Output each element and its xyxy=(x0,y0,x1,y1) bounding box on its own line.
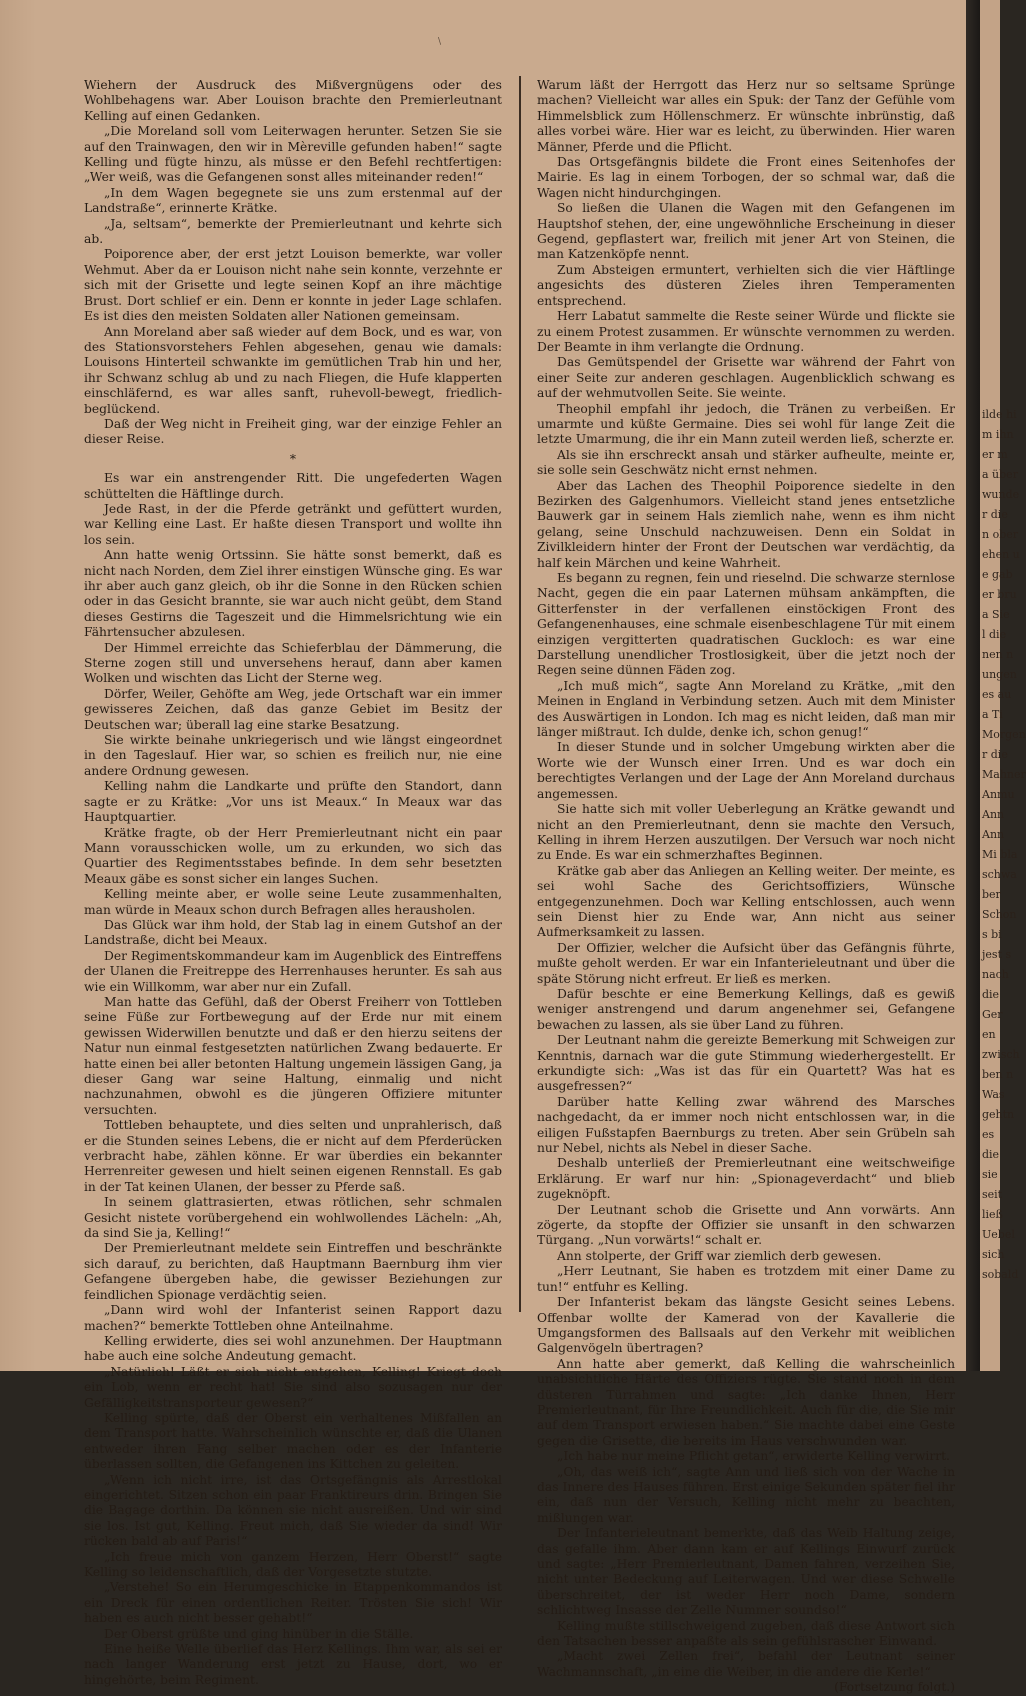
paragraph: Eine heiße Welle überlief das Herz Kellings. Ihm war, als sei er nach langer Wanderung erst jetzt zu Hause, dort, wo er hingehörte, beim Regiment. xyxy=(84,1642,502,1687)
adjacent-page-fragment: Morgen xyxy=(982,728,1026,741)
paragraph: Kelling spürte, daß der Oberst ein verhaltenes Mißfallen an dem Transport hatte. Wahrscheinlich wünschte er, daß die Ulanen entweder ihren Fang selber machen oder es der Infanterie überlassen sollten, die Gefangenen ins Kittchen zu geleiten. xyxy=(84,1410,502,1472)
adjacent-page-fragment: Uebel xyxy=(982,1228,1015,1241)
adjacent-page-fragment: en xyxy=(982,1028,996,1041)
adjacent-page-fragment: die xyxy=(982,1148,1000,1161)
paragraph: Krätke fragte, ob der Herr Premierleutnant nicht ein paar Mann vorausschicken wolle, um zu erkunden, wo sich das Quartier des Regimentsstabes befinde. In dem sehr besetzten Meaux gäbe es sonst sicher ein langes Suchen. xyxy=(84,825,502,886)
paragraph: „Verstehe! So ein Herumgeschicke in Etappenkommandos ist ein Dreck für einen ordentlichen Reiter. Trösten Sie sich! Wir haben es auch nicht besser gehabt!“ xyxy=(84,1580,502,1626)
paragraph: „Oh, das weiß ich“, sagte Ann und ließ sich von der Wache in das Innere des Hauses führen. Erst einige Sekunden später fiel ihr ein, daß nun der Versuch, Kelling nicht mehr zu beachten, mißlungen war. xyxy=(537,1464,955,1525)
adjacent-page-fragment: nach xyxy=(982,968,1009,981)
paragraph: Kelling nahm die Landkarte und prüfte den Standort, dann sagte er zu Krätke: „Vor uns ist Meaux.“ In Meaux war das Hauptquartier. xyxy=(84,779,502,825)
paragraph: Daß der Weg nicht in Freiheit ging, war der einzige Fehler an dieser Reise. xyxy=(84,416,502,447)
paragraph: In dieser Stunde und in solcher Umgebung wirkten aber die Worte wie der Wunsch einer Irren. Und es war doch ein berechtigtes Verlangen und der Lage der Ann Moreland durchaus angemessen. xyxy=(537,740,955,801)
paragraph: „Die Moreland soll vom Leiterwagen herunter. Setzen Sie sie auf den Trainwagen, den wir in Mèreville gefunden haben!“ sagte Kelling und fügte hinzu, als müsse er den Befehl rechtfertigen: „Wer weiß, was die Gefangenen sonst alles miteinander reden!“ xyxy=(84,124,502,185)
adjacent-page-fragment: l die xyxy=(982,628,1007,641)
paragraph: Aber das Lachen des Theophil Poiporence siedelte in den Bezirken des Galgenhumors. Vielleicht stand jenes entsetzliche Bauwerk gar in seinem Hals ziemlich nahe, wenn es ihm nicht gelang, seine Unschuld nachzuweisen. Denn ein Soldat in Zivilkleidern hinter der Front der Deutschen war verdächtig, da half kein Märchen und keine Wahrheit. xyxy=(537,478,955,570)
adjacent-page-fragment: jest s xyxy=(982,948,1012,961)
paragraph: Ann stolperte, der Griff war ziemlich derb gewesen. xyxy=(557,1248,882,1263)
adjacent-page-fragment: Mahner xyxy=(982,768,1026,781)
right-column xyxy=(537,78,955,1696)
adjacent-page-fragment: er bru xyxy=(982,588,1017,601)
paragraph: Jede Rast, in der die Pferde getränkt und gefüttert wurden, war Kelling eine Last. Er haßte diesen Transport und wollte ihn los sein. xyxy=(84,501,502,547)
page-margin xyxy=(0,0,36,1371)
adjacent-page-fragment: es xyxy=(982,1128,995,1141)
column-divider xyxy=(519,76,521,1312)
adjacent-page-fragment: ben n xyxy=(982,1068,1014,1081)
adjacent-page-fragment: ließ xyxy=(982,1208,1003,1221)
adjacent-page-fragment: n ober xyxy=(982,528,1019,541)
continuation-note: (Fortsetzung folgt.) xyxy=(834,1680,955,1695)
adjacent-page-fragment: schwa xyxy=(982,868,1017,881)
paragraph: „In dem Wagen begegnete sie uns zum erstenmal auf der Landstraße“, erinnerte Krätke. xyxy=(84,185,502,216)
paragraph: Kelling erwiderte, dies sei wohl anzunehmen. Der Hauptmann habe auch eine solche Andeutung gemacht. xyxy=(84,1333,502,1364)
adjacent-page-fragment: Ann xyxy=(982,828,1005,841)
adjacent-page-fragment: ber xyxy=(982,888,1001,901)
adjacent-page-fragment: Schon xyxy=(982,908,1017,921)
paragraph: Sie hatte sich mit voller Ueberlegung an Krätke gewandt und nicht an den Premierleutnant, denn sie machte den Versuch, Kelling in ihrem Herzen auszutilgen. Der Versuch war noch nicht zu Ende. Es war ein schmerzhaftes Beginnen. xyxy=(537,802,955,863)
paragraph: Das Gemütspendel der Grisette war während der Fahrt von einer Seite zur anderen geschlagen. Augenblicklich schwang es auf der wehmutvollen Seite. Sie weinte. xyxy=(537,355,955,401)
paragraph: Poiporence aber, der erst jetzt Louison bemerkte, war voller Wehmut. Aber da er Louison nicht nahe sein konnte, verzehnte er sich mit der Grisette und legte seinen Kopf an ihre mächtige Brust. Dort schlief er ein. Denn er konnte in jeder Lage schlafen. Es ist dies den meisten Soldaten aller Nationen gemeinsam. xyxy=(84,247,502,324)
paragraph: Man hatte das Gefühl, daß der Oberst Freiherr von Tottleben seine Füße zur Fortbewegung auf der Erde nur mit einem gewissen Widerwillen benutzte und daß er den hierzu seitens der Natur nun einmal festgesetzten natürlichen Zwang bedauerte. Er hatte einen bei aller betonten Haltung ungemein lässigen Gang, ja dieser Gang war seine Haltung, einmalig und nicht nachzunahmen, obwohl es die jüngeren Offiziere mitunter versuchten. xyxy=(84,994,502,1117)
paragraph: Der Leutnant schob die Grisette und Ann vorwärts. Ann zögerte, da stopfte der Offizier sie unsanft in den schwarzen Türgang. „Nun vorwärts!“ schalt er. xyxy=(537,1202,955,1248)
section-break: * xyxy=(289,451,297,466)
paragraph: Dafür beschte er eine Bemerkung Kellings, daß es gewiß weniger anstrengend und darum angenehmer sei, Gefangene bewachen zu lassen, als sie über Land zu führen. xyxy=(537,986,955,1032)
paragraph: Zum Absteigen ermuntert, verhielten sich die vier Häftlinge angesichts des düsteren Zieles ihren Temperamenten entsprechend. xyxy=(537,262,955,308)
paragraph: „Ich freue mich von ganzem Herzen, Herr Oberst!“ sagte Kelling so leidenschaftlich, daß der Vorgesetzte stutzte. xyxy=(84,1549,502,1579)
adjacent-page-fragment: wunde xyxy=(982,488,1020,501)
paragraph: Das Ortsgefängnis bildete die Front eines Seitenhofes der Mairie. Es lag in einem Torbogen, der so schmal war, daß die Wagen nicht hindurchgingen. xyxy=(537,155,955,200)
paragraph: Der Premierleutnant meldete sein Eintreffen und beschränkte sich darauf, zu berichten, daß Hauptmann Baernburg ihm vier Gefangene übergeben habe, die gewisser Beziehungen zur feindlichen Spionage verdächtig seien. xyxy=(84,1241,502,1302)
paragraph: Herr Labatut sammelte die Reste seiner Würde und flickte sie zu einem Protest zusammen. Er wünschte vernommen zu werden. Der Beamte in ihm verlangte die Ordnung. xyxy=(537,309,955,354)
adjacent-page-fragment: sie xyxy=(982,1168,998,1181)
paragraph: Theophil empfahl ihr jedoch, die Tränen zu verbeißen. Er umarmte und küßte Germaine. Dies sei wohl für lange Zeit die letzte Umarmung, die ihr ein Mann zuteil werden ließ, scherzte er. xyxy=(537,401,955,447)
paragraph: „Ja, seltsam“, bemerkte der Premierleutnant und kehrte sich ab. xyxy=(84,216,502,247)
paragraph: Sie wirkte beinahe unkriegerisch und wie längst eingeordnet in den Tageslauf. Hier war, so schien es freilich nur, nie eine andere Ordnung gewesen. xyxy=(84,733,502,778)
paragraph: So ließen die Ulanen die Wagen mit den Gefangenen im Hauptshof stehen, der, eine ungewöhnliche Erscheinung in dieser Gegend, gepflastert war, freilich mit jener Art von Steinen, die man Katzenköpfe nennt. xyxy=(537,201,955,262)
adjacent-page-fragment: es au xyxy=(982,688,1012,701)
paragraph: Darüber hatte Kelling zwar während des Marsches nachgedacht, da er immer noch nicht entschlossen war, in die eiligen Fußstapfen Baernburgs zu treten. Aber sein Grübeln sah nur Nebel, nichts als Nebel in dieser Sache. xyxy=(537,1094,955,1156)
paragraph: Der Offizier, welcher die Aufsicht über das Gefängnis führte, mußte geholt werden. Er war ein Infanterieleutnant und über die späte Störung nicht erfreut. Er ließ es merken. xyxy=(537,940,955,986)
paragraph: Kelling mußte stillschweigend zugeben, daß diese Antwort sich den Tatsachen besser anpaßte als sein gefühlsrascher Einwand. xyxy=(537,1618,955,1649)
adjacent-page-fragment: ilde hi xyxy=(982,408,1017,421)
adjacent-page-fragment: Ger xyxy=(982,1008,1003,1021)
adjacent-page-fragment: a über xyxy=(982,468,1018,481)
paragraph: Als sie ihn erschreckt ansah und stärker aufheulte, meinte er, sie solle sein Geschwätz nicht ernst nehmen. xyxy=(537,447,955,478)
adjacent-page-fragment: Ann xyxy=(982,808,1005,821)
adjacent-page-fragment: a Sie xyxy=(982,608,1010,621)
adjacent-page-edge xyxy=(980,0,1026,1371)
paragraph: „Macht zwei Zellen frei“, befahl der Leutnant seiner Wachmannschaft, „in eine die Weiber, in die andere die Kerle!“ xyxy=(537,1649,955,1679)
paragraph: Ann hatte wenig Ortssinn. Sie hätte sonst bemerkt, daß es nicht nach Norden, dem Ziel ihrer einstigen Wünsche ging. Es war ihr aber auch ganz gleich, ob ihr die Sonne in den Rücken schien oder in das Gesicht brannte, sie war auch nicht geübt, dem Stand dieses Gestirns die Tageszeit und die Himmelsrichtung wie ein Fährtensucher abzulesen. xyxy=(84,548,502,640)
paragraph: Der Himmel erreichte das Schieferblau der Dämmerung, die Sterne zogen still und unversehens herauf, dann aber kamen Wolken und wischten das Licht der Sterne weg. xyxy=(84,640,502,686)
paragraph: „Dann wird wohl der Infanterist seinen Rapport dazu machen?“ bemerkte Tottleben ohne Anteilnahme. xyxy=(84,1303,502,1333)
adjacent-page-fragment: sobald xyxy=(982,1268,1019,1281)
adjacent-page-fragment: a Ti xyxy=(982,708,1003,721)
adjacent-page-fragment: r die xyxy=(982,508,1008,521)
paragraph: Ann hatte aber gemerkt, daß Kelling die wahrscheinlich unabsichtliche Härte des Offiziers rügte. Sie stand noch in dem düsteren Türrahmen und sagte: „Ich danke Ihnen, Herr Premierleutnant, für Ihre Freundlichkeit. Auch für die, die Sie mir auf dem Transport erwiesen haben.“ Sie machte dabei eine Geste gegen die Grisette, die bereits im Haus verschwunden war. xyxy=(537,1356,955,1448)
adjacent-page-fragment: r die xyxy=(982,748,1008,761)
paragraph: Der Regimentskommandeur kam im Augenblick des Eintreffens der Ulanen die Freitreppe des Herrenhauses herunter. Es sah aus wie ein Willkomm, war aber nur ein Zufall. xyxy=(84,948,502,994)
adjacent-page-fragment: e gab xyxy=(982,568,1013,581)
paragraph: Es begann zu regnen, fein und rieselnd. Die schwarze sternlose Nacht, gegen die ein paar Laternen mühsam ankämpften, die Gitterfenster in der verfallenen einstöckigen Front des Gefangenenhauses, eine schmale eisenbeschlagene Tür mit einem einzigen vergitterten quadratischen Guckloch: es war eine Darstellung unendlicher Trostlosigkeit, über die jetzt noch der Regen seine dünnen Fäden zog. xyxy=(537,571,955,678)
adjacent-page-fragment: ungen xyxy=(982,668,1017,681)
paragraph: Es war ein anstrengender Ritt. Die ungefederten Wagen schüttelten die Häftlinge durch. xyxy=(84,471,502,501)
left-column xyxy=(84,78,502,1688)
adjacent-page-fragment: nen n xyxy=(982,648,1014,661)
paragraph: Das Glück war ihm hold, der Stab lag in einem Gutshof an der Landstraße, dicht bei Meaux. xyxy=(84,917,502,948)
paragraph: Der Leutnant nahm die gereizte Bemerkung mit Schweigen zur Kenntnis, darnach war die gute Stimmung wiederhergestellt. Er erkundigte sich: „Was ist das für ein Quartett? Was hat es ausgefressen?“ xyxy=(537,1033,955,1094)
adjacent-page-fragment: gehtn xyxy=(982,1108,1015,1121)
paragraph: Wiehern der Ausdruck des Mißvergnügens oder des Wohlbehagens war. Aber Louison brachte den Premierleutnant Kelling auf einen Gedanken. xyxy=(84,78,502,123)
adjacent-page-fragment: sich xyxy=(982,1248,1005,1261)
adjacent-page-fragment: Mi bla xyxy=(982,848,1018,861)
paragraph: Dörfer, Weiler, Gehöfte am Weg, jede Ortschaft war ein immer gewisseres Zeichen, daß das ganze Gebiet im Besitz der Deutschen war; überall lag eine starke Besatzung. xyxy=(84,686,502,732)
paragraph: „Natürlich! Läßt er sich nicht entgehen, Kelling! Kriegt doch ein Lob, wenn er recht hat! Sie sind also sozusagen nur der Gefälligkeitstransporteur gewesen?“ xyxy=(84,1364,502,1410)
paragraph: „Herr Leutnant, Sie haben es trotzdem mit einer Dame zu tun!“ entfuhr es Kelling. xyxy=(537,1264,955,1294)
paragraph: „Ich habe nur meine Pflicht getan“, erwiderte Kelling verwirrt. xyxy=(557,1449,950,1464)
adjacent-page-fragment: ehen u xyxy=(982,548,1020,561)
book-spine xyxy=(966,0,980,1371)
adjacent-page-fragment: Was xyxy=(982,1088,1005,1101)
adjacent-page-fragment: seit xyxy=(982,1188,1003,1201)
paragraph: Ann Moreland aber saß wieder auf dem Bock, und es war, von des Stationsvorstehers Fehlen abgesehen, genau wie damals: Louisons Hinterteil schwankte im gemütlichen Trab hin und her, ihr Schwanz schlug ab und zu nach Fliegen, die Hufe klapperten einschläfernd, es war alles sanft, ruhevoll-bewegt, friedlich-beglückend. xyxy=(84,324,502,416)
adjacent-page-fragment: m ihn xyxy=(982,428,1014,441)
paragraph: Deshalb unterließ der Premierleutnant eine weitschweifige Erklärung. Er warf nur hin: „Spionageverdacht“ und blieb zugeknöpft. xyxy=(537,1156,955,1202)
adjacent-page-fragment: zwisch xyxy=(982,1048,1020,1061)
paragraph: Krätke gab aber das Anliegen an Kelling weiter. Der meinte, es sei wohl Sache des Gerichtsoffiziers, Wünsche entgegenzunehmen. Doch war Kelling entschlossen, auch wenn sein Dienst hier zu Ende war, Ann nicht aus seiner Aufmerksamkeit zu lassen. xyxy=(537,863,955,940)
paragraph: In seinem glattrasierten, etwas rötlichen, sehr schmalen Gesicht nistete vorübergehend ein wohlwollendes Lächeln: „Ah, da sind Sie ja, Kelling!“ xyxy=(84,1195,502,1241)
paragraph: „Ich muß mich“, sagte Ann Moreland zu Krätke, „mit den Meinen in England in Verbindung setzen. Auch mit dem Minister des Auswärtigen in London. Ich mag es nicht leiden, daß man mir länger mißtraut. Ich dulde, denke ich, schon genug!“ xyxy=(537,678,955,740)
adjacent-page-fragment: Anmu xyxy=(982,788,1015,801)
paragraph: Der Infanterist bekam das längste Gesicht seines Lebens. Offenbar wollte der Kamerad von der Kavallerie die Umgangsformen des Ballsaals auf den Verkehr mit weiblichen Galgenvögeln übertragen? xyxy=(537,1295,955,1356)
paragraph: Tottleben behauptete, und dies selten und unprahlerisch, daß er die Stunden seines Lebens, die er nicht auf dem Pferderücken verbracht habe, zählen könne. Er war überdies ein bekannter Herrenreiter gewesen und hielt seinen eigenen Rennstall. Es gab in der Tat keinen Ulanen, der besser zu Pferde saß. xyxy=(84,1118,502,1194)
paragraph: Warum läßt der Herrgott das Herz nur so seltsame Sprünge machen? Vielleicht war alles ein Spuk: der Tanz der Gefühle vom Himmelsblick zum Höllenschmerz. Er wünschte inbrünstig, daß alles vorbei wäre. Hier war es leicht, zu überwinden. Hier waren Männer, Pferde und die Pflicht. xyxy=(537,78,955,154)
paragraph: Der Infanterieleutnant bemerkte, daß das Weib Haltung zeige, das gefalle ihm. Aber dann kam er auf Kellings Einwurf zurück und sagte: „Herr Premierleutnant, Damen fahren, verzeihen Sie, nicht unter Bedeckung auf Leiterwagen. Und wer diese Schwelle überschreitet, der ist weder Herr noch Dame, sondern schlichtweg Insasse der Zelle Nummer soundso!“ xyxy=(537,1526,955,1618)
paragraph: Kelling meinte aber, er wolle seine Leute zusammenhalten, man würde in Meaux schon durch Befragen alles herausholen. xyxy=(84,887,502,917)
adjacent-page-fragment: er m xyxy=(982,448,1008,461)
print-mark: \ xyxy=(438,37,442,47)
adjacent-page-fragment: s bi xyxy=(982,928,1002,941)
paragraph: Der Oberst grüßte und ging hinüber in die Ställe. xyxy=(104,1626,414,1641)
paragraph: „Wenn ich nicht irre, ist das Ortsgefängnis als Arrestlokal eingerichtet. Sitzen schon ein paar Franktireurs drin. Bringen Sie die Bagage dorthin. Da können sie nicht ausreißen. Und wir sind sie los. Ist gut, Kelling. Freut mich, daß Sie wieder da sind! Wir rücken bald ab auf Paris!“ xyxy=(84,1472,502,1549)
adjacent-page-fragment: die xyxy=(982,988,1000,1001)
